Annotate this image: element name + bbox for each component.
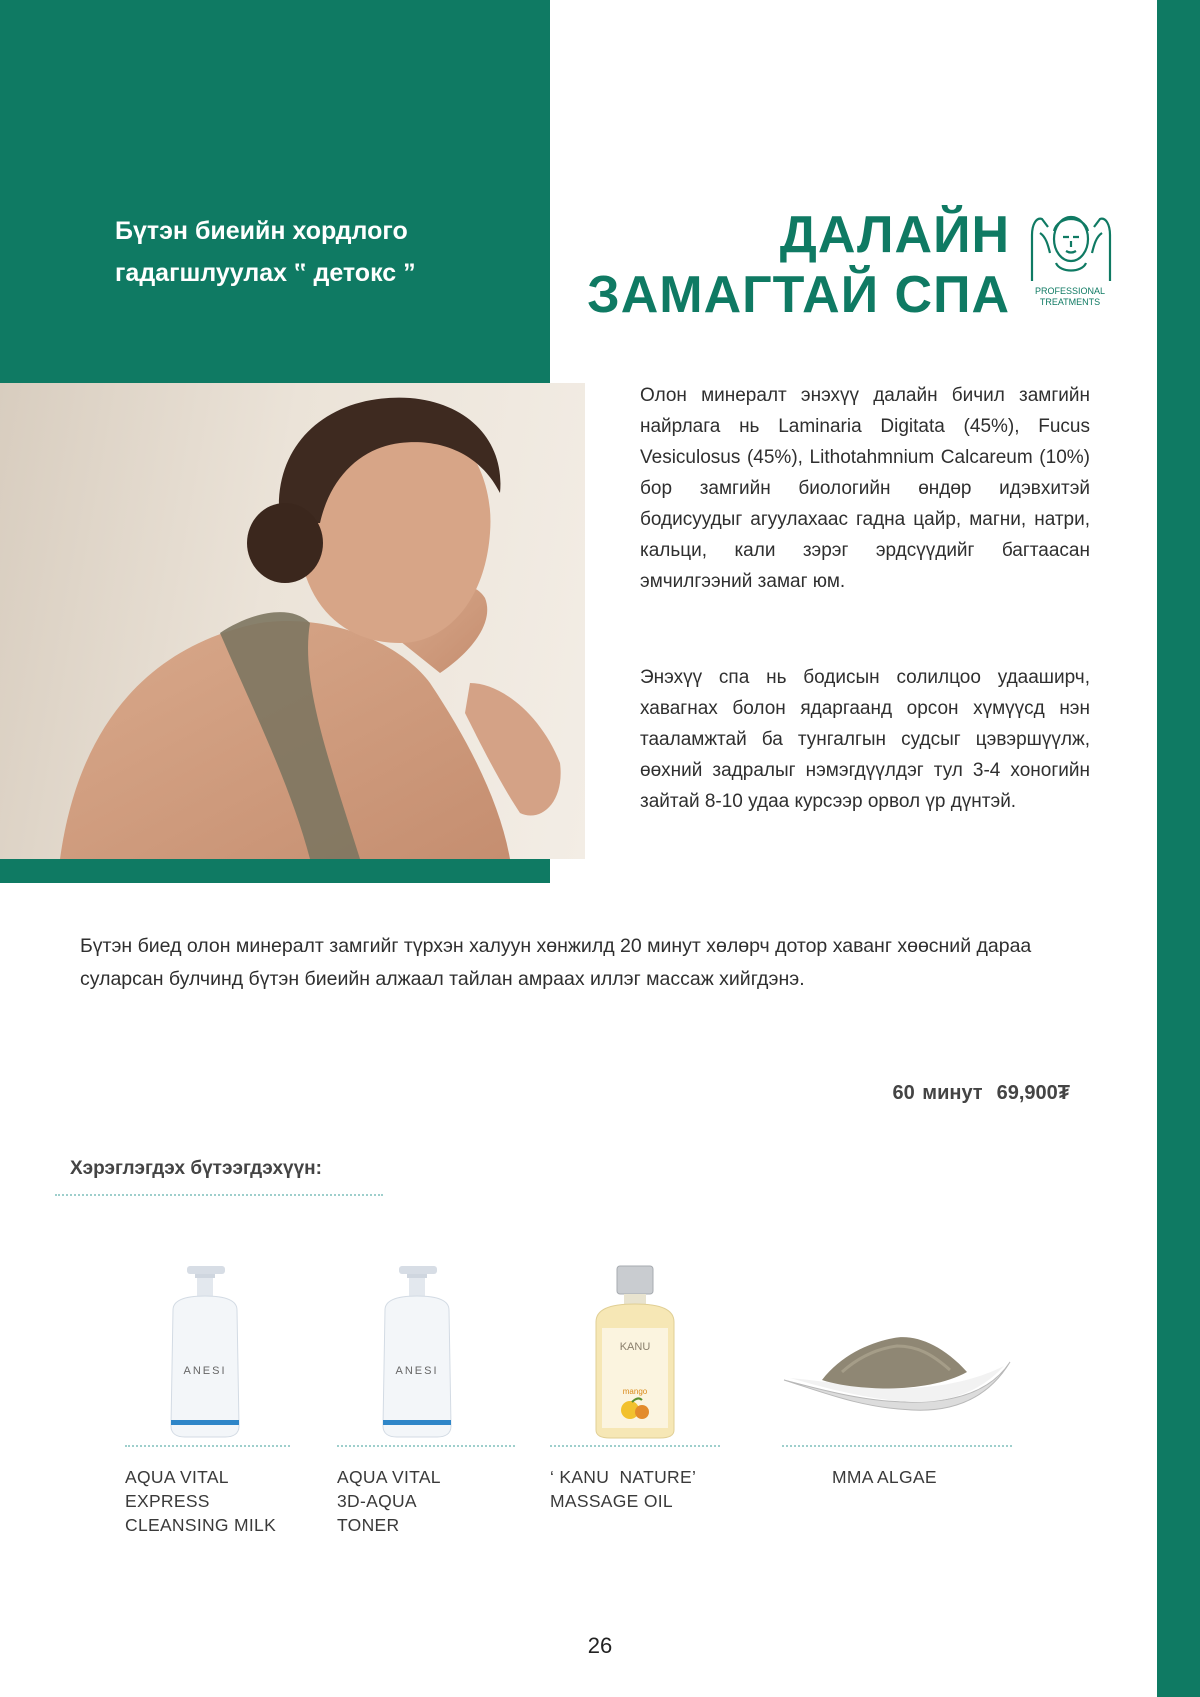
product-item xyxy=(337,1262,515,1537)
professional-treatments-label xyxy=(1020,286,1120,308)
product-divider xyxy=(782,1445,1012,1447)
spa-model-photo xyxy=(0,383,585,859)
product-label xyxy=(832,1465,1012,1489)
products-heading: Хэрэглэгдэх бүтээгдэхүүн: xyxy=(70,1158,322,1179)
product-label-line-1: AQUA VITAL xyxy=(125,1467,229,1487)
product-divider xyxy=(337,1445,515,1447)
product-item xyxy=(550,1262,720,1513)
page-subtitle xyxy=(115,210,535,294)
description-paragraph-1: Олон минералт энэхүү далайн бичил замгийн найрлага нь Laminaria Digitata (45%), Fucus Vesiculosus (45%), Lithotahmnium Calcareum (10%) бор замгийн биологийн өндөр идэвхитэй бодисуудыг агуулахаас гадна цайр, магни, натри, кальци, кали зэрэг эрдсүүдийг багтаасан эмчилгээний замаг юм. xyxy=(640,385,1090,592)
professional-treatments-badge xyxy=(1020,203,1125,308)
price-line xyxy=(780,1082,1070,1105)
title-line-2: ЗАМАГТАЙ СПА xyxy=(587,266,1010,324)
product-label xyxy=(337,1465,515,1537)
right-accent-bar xyxy=(1157,0,1200,1697)
bottle-flavor: mango xyxy=(622,1387,648,1396)
heading-divider xyxy=(55,1194,383,1196)
toner-bottle-image xyxy=(337,1262,502,1440)
procedure-paragraph: Бүтэн биед олон минералт замгийг түрхэн халуун хөнжилд 20 минут хөлөрч дотор хаванг хөөсний дараа суларсан булчинд бүтэн биеийн алжаал тайлан амраах иллэг массаж хийгдэнэ. xyxy=(80,935,1032,990)
cleansing-milk-bottle-image xyxy=(125,1262,290,1440)
product-label xyxy=(125,1465,290,1537)
product-divider xyxy=(550,1445,720,1447)
page-title xyxy=(560,205,1010,325)
product-item xyxy=(782,1262,1012,1489)
badge-label-line-1: PROFESSIONAL xyxy=(1034,286,1106,296)
bottle-brand: ANESI xyxy=(183,1365,227,1377)
product-divider xyxy=(125,1445,290,1447)
spa-model-illustration xyxy=(0,383,585,859)
subtitle-line-2: гадагшлуулах ‟ детокс ” xyxy=(115,259,416,287)
subtitle-line-1: Бүтэн биеийн хордлого xyxy=(115,217,408,245)
product-item xyxy=(125,1262,290,1537)
description-paragraph-2: Энэхүү спа нь бодисын солилцоо удааширч, хавагнах болон ядаргаанд орсон хүмүүсд нэн тааламжтай ба тунгалгын судсыг цэвэршүүлж, өөхний задралыг нэмэгдүүлдэг тул 3-4 хоногийн зайтай 8-10 удаа курсээр орвол үр дүнтэй. xyxy=(640,667,1090,812)
page-number: 26 xyxy=(587,1633,613,1658)
product-label-line-1: ‘ KANU NATURE’ xyxy=(550,1467,697,1487)
product-label-line-2: MASSAGE OIL xyxy=(550,1491,673,1511)
product-label-line-1: MMA ALGAE xyxy=(832,1467,937,1487)
massage-oil-bottle-image xyxy=(550,1262,720,1440)
product-label-line-3: TONER xyxy=(337,1515,400,1535)
bottle-brand: ANESI xyxy=(395,1365,439,1377)
product-label-line-2: 3D-AQUA xyxy=(337,1491,417,1511)
badge-label-line-2: TREATMENTS xyxy=(1039,297,1101,307)
bottle-brand: KANU xyxy=(619,1341,651,1353)
price-amount: 69,900₮ xyxy=(996,1082,1070,1104)
face-treatment-icon xyxy=(1026,203,1116,283)
product-label-line-3: CLEANSING MILK xyxy=(125,1515,277,1535)
product-label-line-1: AQUA VITAL xyxy=(337,1467,441,1487)
title-line-1: ДАЛАЙН xyxy=(779,206,1010,264)
duration: 60 минут xyxy=(892,1082,983,1104)
product-label-line-2: EXPRESS xyxy=(125,1491,210,1511)
product-label xyxy=(550,1465,720,1513)
algae-powder-plate-image xyxy=(782,1262,1012,1440)
